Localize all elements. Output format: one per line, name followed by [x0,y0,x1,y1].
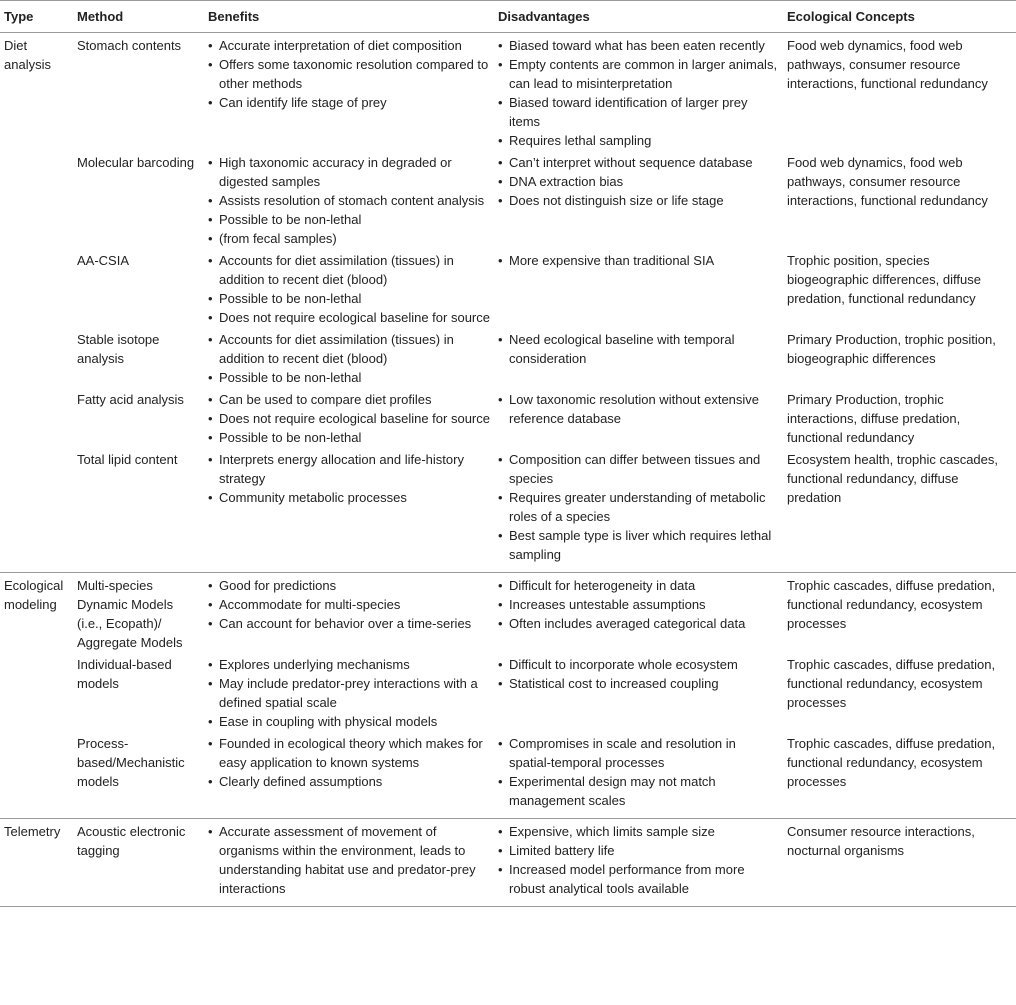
disadvantages-cell [494,447,783,573]
table-row [0,819,1016,907]
header-disadvantages: Disadvantages [494,1,783,33]
benefits-cell [204,819,494,907]
ecological-concepts-cell: Trophic cascades, diffuse predation, functional redundancy, ecosystem processes [787,657,996,710]
benefit-item: • Possible to be non-lethal [208,428,490,447]
benefits-list [208,655,490,731]
benefit-item: • Accommodate for multi-species [208,595,490,614]
ecological-concepts-cell: Ecosystem health, trophic cascades, functional redundancy, diffuse predation [783,447,1016,573]
benefit-item: • Assists resolution of stomach content analysis [208,191,490,210]
table-row [0,327,1016,387]
type-cell [0,387,73,447]
type-cell [0,248,73,327]
disadvantages-list [498,450,779,564]
benefit-item: • Interprets energy allocation and life-history strategy [208,450,490,488]
disadvantage-item: • Need ecological baseline with temporal consideration [498,330,779,368]
disadvantage-item: • Empty contents are common in larger animals, can lead to misinterpretation [498,55,779,93]
type-cell [0,150,73,248]
disadvantage-item: • Composition can differ between tissues and species [498,450,779,488]
disadvantages-list [498,822,779,898]
table-row [0,447,1016,573]
disadvantage-item: • Requires greater understanding of metabolic roles of a species [498,488,779,526]
benefit-item: • Can account for behavior over a time-series [208,614,490,633]
disadvantage-item: • Best sample type is liver which requires lethal sampling [498,526,779,564]
benefit-item: • Explores underlying mechanisms [208,655,490,674]
benefits-cell [204,573,494,653]
table-row [0,573,1016,653]
benefits-cell [204,387,494,447]
disadvantage-item: • Experimental design may not match management scales [498,772,779,810]
benefit-item: • High taxonomic accuracy in degraded or digested samples [208,153,490,191]
table-row [0,33,1016,151]
ecological-concepts-cell: Primary Production, trophic interactions, diffuse predation, functional redundancy [787,392,961,445]
header-benefits: Benefits [204,1,494,33]
benefits-list [208,330,490,387]
disadvantage-item: • Difficult for heterogeneity in data [498,576,779,595]
method-cell: AA-CSIA [77,253,130,268]
disadvantages-list [498,251,779,270]
ecological-concepts-cell: Primary Production, trophic position, biogeographic differences [787,332,996,366]
table-row [0,387,1016,447]
benefit-item: • Offers some taxonomic resolution compared to other methods [208,55,490,93]
header-row [0,1,1016,33]
disadvantage-item: • Increased model performance from more robust analytical tools available [498,860,779,898]
benefits-cell [204,150,494,248]
ecological-concepts-cell: Food web dynamics, food web pathways, consumer resource interactions, functional redundancy [787,38,988,91]
benefits-cell [204,327,494,387]
benefit-item: • Accurate assessment of movement of organisms within the environment, leads to understanding habitat use and predator-prey interactions [208,822,490,898]
disadvantage-item: • Difficult to incorporate whole ecosystem [498,655,779,674]
ecological-concepts-cell: Trophic position, species biogeographic differences, diffuse predation, functional redundancy [787,253,981,306]
benefit-item: • Accounts for diet assimilation (tissues) in addition to recent diet (blood) [208,330,490,368]
disadvantages-list [498,330,779,368]
benefits-list [208,153,490,248]
benefit-item: • Possible to be non-lethal [208,289,490,308]
disadvantage-item: • Biased toward what has been eaten recently [498,36,779,55]
disadvantages-cell [494,387,783,447]
disadvantages-cell [494,652,783,731]
header-type: Type [0,1,73,33]
disadvantages-list [498,390,779,428]
disadvantage-item: • Low taxonomic resolution without extensive reference database [498,390,779,428]
type-cell [0,731,73,819]
method-cell: Individual-based models [77,657,172,691]
benefits-list [208,36,490,112]
table-row [0,731,1016,819]
benefits-list [208,734,490,791]
disadvantage-item: • Expensive, which limits sample size [498,822,779,841]
ecological-concepts-cell: Trophic cascades, diffuse predation, functional redundancy, ecosystem processes [787,578,996,631]
header-method: Method [73,1,204,33]
disadvantages-cell [494,248,783,327]
benefit-item: • Good for predictions [208,576,490,595]
benefits-cell [204,447,494,573]
disadvantage-item: • Statistical cost to increased coupling [498,674,779,693]
disadvantages-cell [494,819,783,907]
disadvantage-item: • Often includes averaged categorical data [498,614,779,633]
disadvantage-item: • Biased toward identification of larger prey items [498,93,779,131]
benefits-cell [204,652,494,731]
disadvantages-list [498,655,779,693]
benefits-list [208,390,490,447]
disadvantage-item: • More expensive than traditional SIA [498,251,779,270]
table-row [0,652,1016,731]
benefits-list [208,822,490,898]
disadvantage-item: • Does not distinguish size or life stage [498,191,779,210]
method-cell: Fatty acid analysis [77,392,184,407]
benefits-cell [204,33,494,151]
method-cell: Molecular barcoding [77,155,195,170]
table-row [0,248,1016,327]
benefits-cell [204,248,494,327]
method-cell: Stable isotope analysis [77,332,160,366]
header-ecological-concepts: Ecological Concepts [783,1,1016,33]
type-cell: Diet analysis [4,38,51,72]
method-cell: Total lipid content [73,447,204,573]
table-row [0,150,1016,248]
disadvantages-list [498,36,779,150]
benefits-list [208,576,490,633]
type-cell [0,447,73,573]
disadvantage-item: • Limited battery life [498,841,779,860]
benefit-item: • Founded in ecological theory which makes for easy application to known systems [208,734,490,772]
benefit-item: • Can identify life stage of prey [208,93,490,112]
method-cell: Stomach contents [77,38,182,53]
disadvantages-cell [494,731,783,819]
benefit-item: • Ease in coupling with physical models [208,712,490,731]
benefit-item: • (from fecal samples) [208,229,490,248]
table-body [0,33,1016,907]
disadvantages-list [498,576,779,633]
disadvantages-cell [494,327,783,387]
disadvantages-list [498,153,779,210]
disadvantages-cell [494,150,783,248]
disadvantage-item: • Can’t interpret without sequence database [498,153,779,172]
benefits-list [208,251,490,327]
disadvantages-cell [494,33,783,151]
benefits-cell [204,731,494,819]
method-cell: Multi-species Dynamic Models (i.e., Ecopath)/ Aggregate Models [77,578,183,650]
benefit-item: • Clearly defined assumptions [208,772,490,791]
disadvantages-list [498,734,779,810]
benefit-item: • Does not require ecological baseline for source [208,409,490,428]
method-cell: Process-based/Mechanistic models [73,731,204,819]
benefit-item: • May include predator-prey interactions with a defined spatial scale [208,674,490,712]
disadvantage-item: • Compromises in scale and resolution in spatial-temporal processes [498,734,779,772]
benefit-item: • Accounts for diet assimilation (tissues) in addition to recent diet (blood) [208,251,490,289]
method-cell: Acoustic electronic tagging [73,819,204,907]
ecological-concepts-cell: Consumer resource interactions, nocturnal organisms [783,819,1016,907]
type-cell [0,327,73,387]
benefit-item: • Possible to be non-lethal [208,210,490,229]
disadvantage-item: • DNA extraction bias [498,172,779,191]
disadvantages-cell [494,573,783,653]
ecological-concepts-cell: Trophic cascades, diffuse predation, functional redundancy, ecosystem processes [783,731,1016,819]
benefit-item: • Community metabolic processes [208,488,490,507]
type-cell: Telemetry [0,819,73,907]
type-cell: Ecological modeling [4,578,64,612]
disadvantage-item: • Increases untestable assumptions [498,595,779,614]
benefit-item: • Possible to be non-lethal [208,368,490,387]
disadvantage-item: • Requires lethal sampling [498,131,779,150]
benefit-item: • Accurate interpretation of diet composition [208,36,490,55]
benefit-item: • Does not require ecological baseline for source [208,308,490,327]
benefits-list [208,450,490,507]
ecological-concepts-cell: Food web dynamics, food web pathways, consumer resource interactions, functional redundancy [787,155,988,208]
benefit-item: • Can be used to compare diet profiles [208,390,490,409]
type-cell [0,652,73,731]
